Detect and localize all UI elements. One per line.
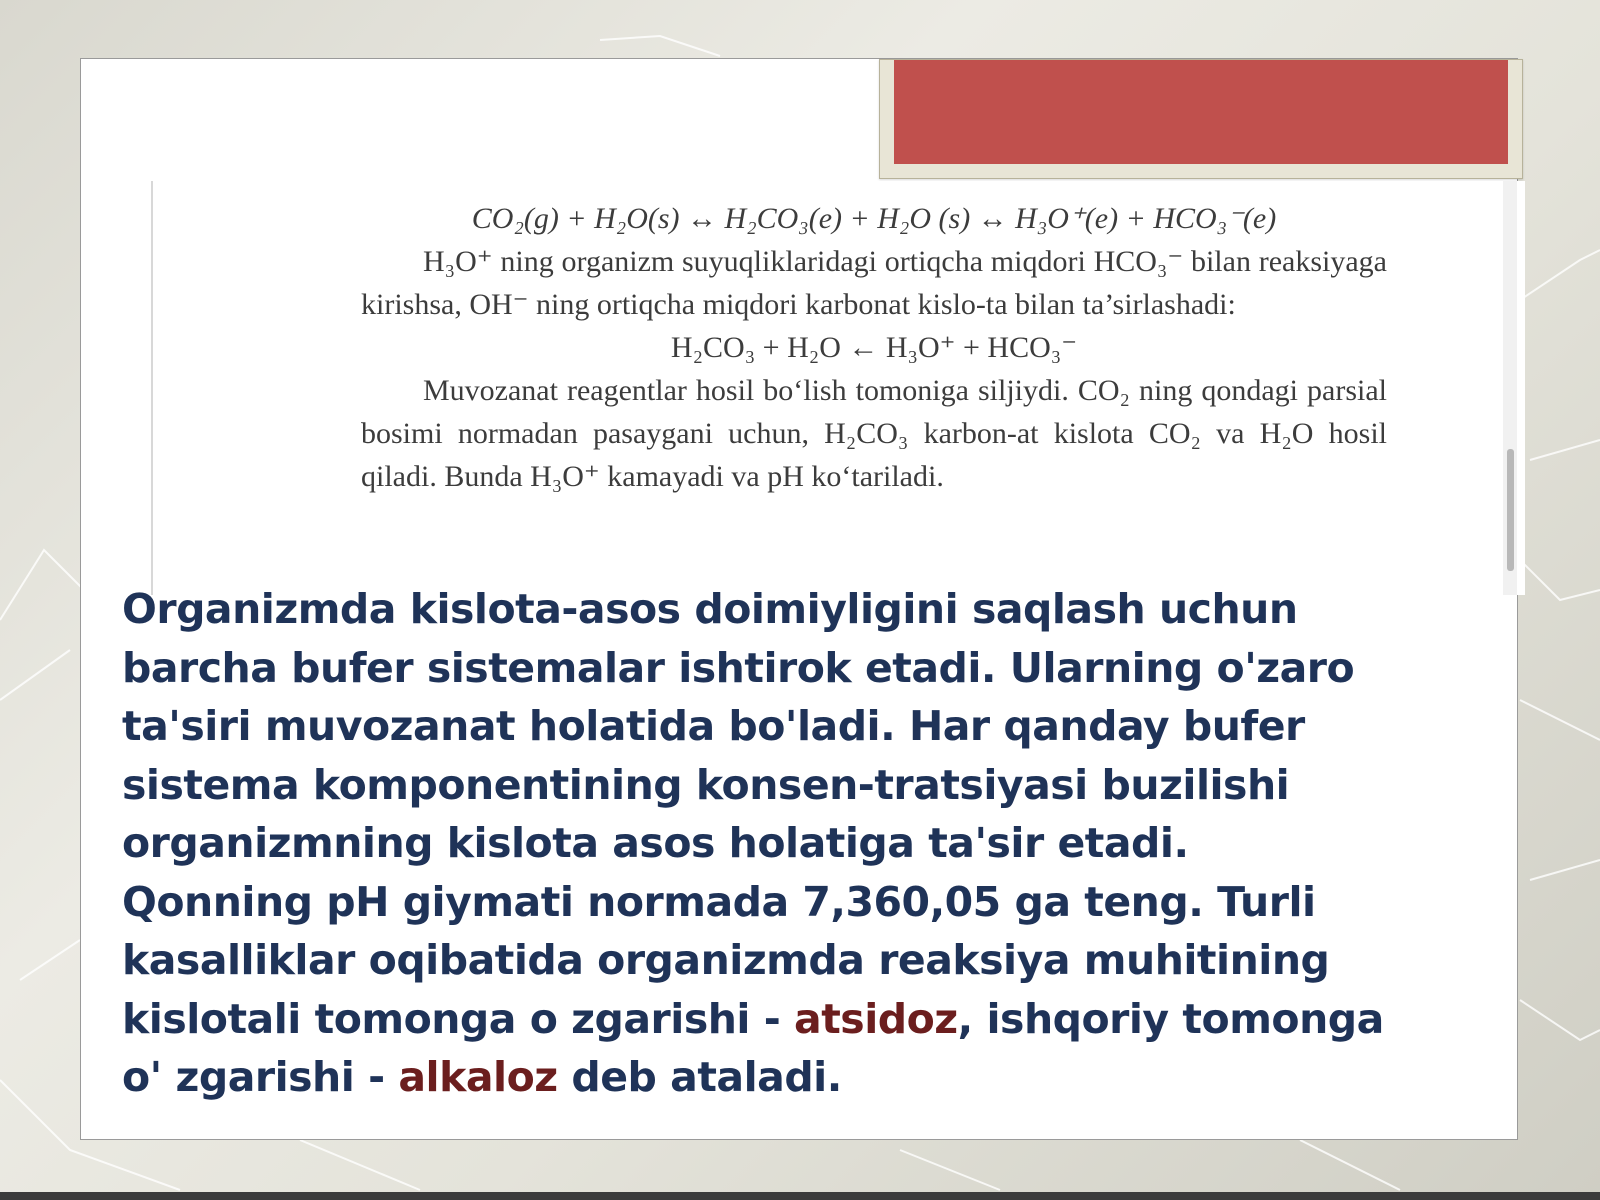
body-line-8 (122, 990, 1452, 1049)
textbook-scan-image (151, 181, 1525, 595)
body-line-1: Organizmda kislota-asos doimiyligini saqlash uchun (122, 585, 1298, 633)
body-line-9-end: deb ataladi. (557, 1053, 842, 1101)
body-line-2: barcha bufer sistemalar ishtirok etadi. Ularning o'zaro (122, 643, 1355, 692)
slide-body-text (122, 580, 1452, 1107)
body-line-8-end: , ishqoriy tomonga (957, 994, 1384, 1043)
scan-scrollbar-thumb (1507, 449, 1514, 571)
title-bar-red (894, 60, 1508, 164)
body-line-5: organizmning kislota asos holatiga ta'sir etadi. (122, 819, 1189, 867)
body-line-7: kasalliklar oqibatida organizmda reaksiya muhitining (122, 936, 1330, 984)
scan-text (361, 197, 1387, 498)
scan-paragraph-1-text: H₃O⁺ ning organizm suyuqliklaridagi ortiqcha miqdori HCO₃⁻ bilan reaksiyaga kirishsa, OH⁻ ning ortiqcha miqdori karbonat kislo-ta bilan ta’sirlashadi: (361, 245, 1387, 321)
bottom-edge-strip (0, 1192, 1600, 1200)
scan-scrollbar (1503, 181, 1517, 595)
title-placeholder (879, 59, 1523, 179)
term-alkalosis: alkaloz (398, 1053, 558, 1101)
scan-paragraph-2-text: Muvozanat reagentlar hosil bo‘lish tomoniga siljiydi. CO₂ ning qondagi parsial bosimi normadan pasaygani uchun, H₂CO₃ karbon-at kislota CO₂ va H₂O hosil qiladi. Bunda H₃O⁺ kamayadi va pH ko‘tariladi. (361, 374, 1387, 493)
body-line-9 (122, 1048, 1452, 1107)
equation-carbonic-equilibrium: CO₂(g) + H₂O(s) ↔ H₂CO₃(e) + H₂O (s) ↔ H₃O⁺(e) + HCO₃⁻(e) (471, 202, 1277, 235)
body-line-6: Qonning pH giymati normada 7,360,05 ga teng. Turli (122, 877, 1316, 926)
body-line-9-start: o' zgarishi - (122, 1053, 399, 1101)
term-acidosis: atsidoz (794, 994, 958, 1043)
body-line-8-start: kislotali tomonga o zgarishi - (122, 994, 795, 1043)
scan-paragraph-2 (361, 369, 1387, 498)
body-line-3: ta'siri muvozanat holatida bo'ladi. Har qanday bufer (122, 702, 1305, 750)
body-line-4: sistema komponentining konsen-tratsiyasi buzilishi (122, 760, 1290, 809)
scan-paragraph-1 (361, 240, 1387, 326)
equation-reverse-reaction: H₂CO₃ + H₂O ← H₃O⁺ + HCO₃⁻ (670, 331, 1078, 364)
